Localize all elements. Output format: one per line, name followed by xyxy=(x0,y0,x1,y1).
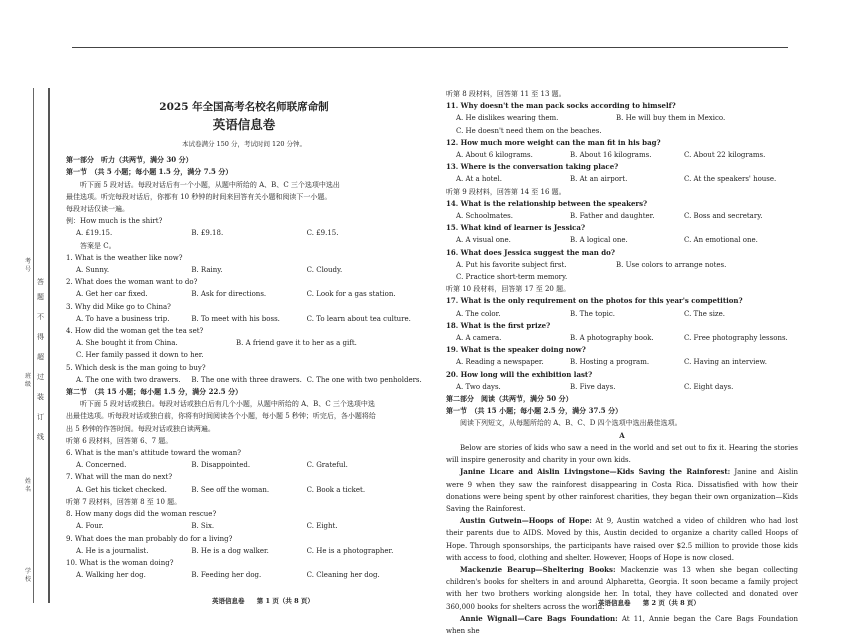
question: 16. What does Jessica suggest the man do? xyxy=(446,247,615,257)
option: B. Ask for directions. xyxy=(191,290,267,299)
paragraph-body: Mackenzie was 13 when she began collecting children's books for shelters in and around Alpharetta, Georgia. It soon became a family project with her two brothers working alongside her. In total, they have collected and donated over 360,000 books for shelters across the world. xyxy=(446,565,798,611)
options xyxy=(66,545,422,557)
option: C. The size. xyxy=(684,309,725,318)
example-question: 例：How much is the shirt? xyxy=(66,217,163,226)
options xyxy=(66,337,422,349)
passage-paragraph: Below are stories of kids who saw a need in the world and set out to fix it. Hearing the stories will inspire generosity and charity in your own kids. xyxy=(446,443,798,465)
option: A. Put his favorite subject first. xyxy=(456,260,567,269)
options xyxy=(66,264,422,276)
option: A. £19.15. xyxy=(76,229,113,238)
question: 8. How many dogs did the woman rescue? xyxy=(66,510,217,519)
option: A. He dislikes wearing them. xyxy=(456,114,559,123)
binding-margin xyxy=(24,88,60,603)
option: B. The one with three drawers. xyxy=(191,375,302,384)
option: B. Five days. xyxy=(570,382,616,391)
label-school: 学校 xyxy=(24,568,31,583)
option: C. Cloudy. xyxy=(306,266,343,275)
option: B. A friend gave it to her as a gift. xyxy=(236,339,357,348)
binding-char: 订 xyxy=(37,413,44,421)
option: B. Six. xyxy=(191,522,215,531)
paragraph-heading: Mackenzie Bearup—Sheltering Books: xyxy=(460,564,616,574)
options xyxy=(66,288,422,300)
page-2 xyxy=(446,88,798,637)
binding-char: 得 xyxy=(37,333,44,341)
instruction: 出 5 秒钟的作答时间。每段对话或独白读两遍。 xyxy=(66,424,215,433)
page-1 xyxy=(66,92,422,581)
material-heading: 听第 7 段材料，回答第 8 至 10 题。 xyxy=(66,497,182,506)
footer-page-number: 第 2 页（共 8 页） xyxy=(642,599,700,607)
options xyxy=(446,259,798,271)
options xyxy=(446,210,798,222)
binding-char: 不 xyxy=(37,313,44,321)
option: A. Two days. xyxy=(456,382,501,391)
passage-letter: A xyxy=(619,430,625,440)
options xyxy=(446,271,798,283)
passage-paragraph xyxy=(446,515,798,564)
question: 14. What is the relationship between the speakers? xyxy=(446,198,648,208)
material-heading: 听第 10 段材料，回答第 17 至 20 题。 xyxy=(446,285,571,294)
options xyxy=(66,459,422,471)
option: A. At a hotel. xyxy=(456,175,503,184)
material-heading: 听第 8 段材料，回答第 11 至 13 题。 xyxy=(446,90,566,98)
footer-title: 英语信息卷 xyxy=(212,597,245,605)
paragraph-heading: Austin Gutwein—Hoops of Hope: xyxy=(460,516,592,526)
option: C. An emotional one. xyxy=(684,236,758,245)
example-answer: 答案是 C。 xyxy=(80,241,116,250)
question: 20. How long will the exhibition last? xyxy=(446,369,593,379)
option: A. The one with two drawers. xyxy=(76,375,181,384)
option: C. Book a ticket. xyxy=(306,485,366,494)
question: 12. How much more weight can the man fit in his bag? xyxy=(446,137,661,147)
question: 2. What does the woman want to do? xyxy=(66,278,198,287)
option: B. Rainy. xyxy=(191,266,223,275)
options xyxy=(66,374,422,386)
option: B. At an airport. xyxy=(570,175,628,184)
option: A. Four. xyxy=(76,522,104,531)
question: 6. What is the man's attitude toward the woman? xyxy=(66,449,242,458)
material-heading: 听第 9 段材料，回答第 14 至 16 题。 xyxy=(446,187,566,196)
option: C. Free photography lessons. xyxy=(684,334,788,343)
options xyxy=(446,381,798,393)
option: C. £9.15. xyxy=(306,229,339,238)
section-heading: 第二节 （共 15 小题；每小题 1.5 分，满分 22.5 分） xyxy=(66,387,243,397)
option: A. About 6 kilograms. xyxy=(456,151,533,160)
options xyxy=(446,125,798,137)
option: C. Having an interview. xyxy=(684,358,767,367)
binding-char: 题 xyxy=(37,293,44,301)
option: C. Her family passed it down to her. xyxy=(76,351,204,360)
binding-line-outer xyxy=(33,88,34,603)
paragraph-body: At 11, Annie began the Care Bags Foundation when she xyxy=(446,614,798,635)
options xyxy=(66,484,422,496)
options xyxy=(446,112,798,124)
option: C. Boss and secretary. xyxy=(684,212,763,221)
instruction: 听下面 5 段对话。每段对话后有一个小题，从题中所给的 A、B、C 三个选项中选出 xyxy=(80,180,340,189)
part-heading: 第一部分 听力（共两节，满分 30 分） xyxy=(66,155,193,165)
option: C. Cleaning her dog. xyxy=(306,571,380,580)
passage-paragraph xyxy=(446,466,798,515)
option: A. The color. xyxy=(456,309,501,318)
option: C. He is a photographer. xyxy=(306,546,394,555)
page-2-footer xyxy=(598,598,710,607)
option: C. He doesn't need them on the beaches. xyxy=(456,126,602,135)
question: 13. Where is the conversation taking place? xyxy=(446,162,619,172)
option: B. A photography book. xyxy=(570,334,654,343)
options xyxy=(446,356,798,368)
section-heading: 第一节 （共 15 小题；每小题 2.5 分，满分 37.5 分） xyxy=(446,406,623,416)
binding-char: 装 xyxy=(37,393,44,401)
option: C. The one with two penholders. xyxy=(306,375,422,384)
option: B. The topic. xyxy=(570,309,616,318)
paragraph-body: Janine and Aislin were 9 when they saw the rainforest disappearing in Costa Rica. Dissatisfied with how their donations were being spent by other rainforest charities, they began their own organization—Kids Saving the Rainforest. xyxy=(446,468,798,513)
option: A. A visual one. xyxy=(456,236,511,245)
question: 10. What is the woman doing? xyxy=(66,558,174,567)
option: B. A logical one. xyxy=(570,236,628,245)
passage-paragraph xyxy=(446,613,798,637)
option: A. Schoolmates. xyxy=(456,212,513,221)
section-heading: 第一节 （共 5 小题；每小题 1.5 分，满分 7.5 分） xyxy=(66,167,233,177)
question: 18. What is the first prize? xyxy=(446,320,551,330)
label-class: 班级 xyxy=(24,373,31,388)
option: B. He will buy them in Mexico. xyxy=(616,114,726,123)
option: B. About 16 kilograms. xyxy=(570,151,652,160)
example-options xyxy=(66,227,422,239)
option: A. Reading a newspaper. xyxy=(456,358,544,367)
option: C. Grateful. xyxy=(306,461,348,470)
binding-char: 答 xyxy=(37,278,44,286)
option: A. Get his ticket checked. xyxy=(76,485,167,494)
binding-line-inner xyxy=(48,88,50,603)
option: B. See off the woman. xyxy=(191,485,270,494)
question: 19. What is the speaker doing now? xyxy=(446,345,586,355)
option: C. To learn about tea culture. xyxy=(306,314,411,323)
option: C. At the speakers' house. xyxy=(684,175,777,184)
option: A. Get her car fixed. xyxy=(76,290,148,299)
option: B. Use colors to arrange notes. xyxy=(616,260,727,269)
option: A. Concerned. xyxy=(76,461,127,470)
label-exam-number: 考号 xyxy=(24,258,31,273)
question: 15. What kind of learner is Jessica? xyxy=(446,223,586,233)
option: B. Hosting a program. xyxy=(570,358,650,367)
label-name: 姓名 xyxy=(24,478,31,493)
footer-title: 英语信息卷 xyxy=(598,599,631,607)
exam-title: 英语信息卷 xyxy=(212,117,276,132)
paragraph-heading: Janine Licare and Aislin Livingstone—Kids Saving the Rainforest: xyxy=(460,467,731,477)
option: B. £9.18. xyxy=(191,229,224,238)
options xyxy=(66,520,422,532)
option: B. Feeding her dog. xyxy=(191,571,262,580)
options xyxy=(66,313,422,325)
instruction: 最佳选项。听完每段对话后，你都有 10 秒钟的时间来回答有关小题和阅读下一小题。 xyxy=(66,192,332,201)
material-heading: 听第 6 段材料，回答第 6、7 题。 xyxy=(66,436,173,445)
question: 11. Why doesn't the man pack socks according to himself? xyxy=(446,101,676,111)
exam-note: 本试卷满分 150 分，考试时间 120 分钟。 xyxy=(181,140,307,148)
binding-char: 过 xyxy=(37,373,44,381)
option: B. Disappointed. xyxy=(191,461,251,470)
question: 7. What will the man do next? xyxy=(66,473,173,482)
options xyxy=(446,234,798,246)
question: 5. Which desk is the man going to buy? xyxy=(66,363,206,372)
footer-page-number: 第 1 页（共 8 页） xyxy=(256,597,314,605)
option: C. Eight. xyxy=(306,522,338,531)
option: C. About 22 kilograms. xyxy=(684,151,766,160)
options xyxy=(446,308,798,320)
option: A. To have a business trip. xyxy=(76,314,170,323)
question: 17. What is the only requirement on the photos for this year's competition? xyxy=(446,296,743,306)
binding-char: 超 xyxy=(37,353,44,361)
question: 9. What does the man probably do for a living? xyxy=(66,534,233,543)
top-rule xyxy=(72,47,788,48)
binding-char: 线 xyxy=(37,433,44,441)
option: A. Sunny. xyxy=(76,266,110,275)
question: 4. How did the woman get the tea set? xyxy=(66,327,204,336)
option: B. To meet with his boss. xyxy=(191,314,280,323)
option: A. Walking her dog. xyxy=(76,571,146,580)
option: B. He is a dog walker. xyxy=(191,546,269,555)
paragraph-body: At 9, Austin watched a video of children who had lost their parents due to AIDS. Moved by this, Austin decided to organize a charity called Hoops of Hope. Through sponsorships, the participants have raised over $2.5 million to provide those kids with access to food, clothing and shelter. However, Hoops of Hope is now closed. xyxy=(446,517,799,562)
option: C. Look for a gas station. xyxy=(306,290,396,299)
instruction: 每段对话仅读一遍。 xyxy=(66,205,129,214)
instruction: 阅读下列短文，从每题所给的 A、B、C、D 四个选项中选出最佳选项。 xyxy=(460,419,682,428)
option: A. A camera. xyxy=(456,334,502,343)
options xyxy=(446,332,798,344)
options xyxy=(66,349,422,361)
question: 3. Why did Mike go to China? xyxy=(66,302,171,311)
options xyxy=(446,173,798,185)
option: C. Practice short-term memory. xyxy=(456,273,568,282)
question: 1. What is the weather like now? xyxy=(66,253,183,262)
option: A. He is a journalist. xyxy=(76,546,149,555)
exam-series-title: 2025 年全国高考名校名师联席命制 xyxy=(159,101,329,113)
page-1-footer xyxy=(212,596,324,605)
instruction: 出最佳选项。听每段对话或独白前，你将有时间阅读各个小题，每小题 5 秒钟；听完后，各小题将给 xyxy=(66,412,376,421)
options xyxy=(66,569,422,581)
paragraph-heading: Annie Wignall—Care Bags Foundation: xyxy=(460,613,618,623)
option: B. Father and daughter. xyxy=(570,212,655,221)
options xyxy=(446,149,798,161)
option: C. Eight days. xyxy=(684,382,734,391)
instruction: 听下面 5 段对话或独白。每段对话或独白后有几个小题，从题中所给的 A、B、C 三个选项中选 xyxy=(80,400,375,409)
part-heading: 第二部分 阅读（共两节，满分 50 分） xyxy=(446,394,573,404)
option: A. She bought it from China. xyxy=(76,339,178,348)
